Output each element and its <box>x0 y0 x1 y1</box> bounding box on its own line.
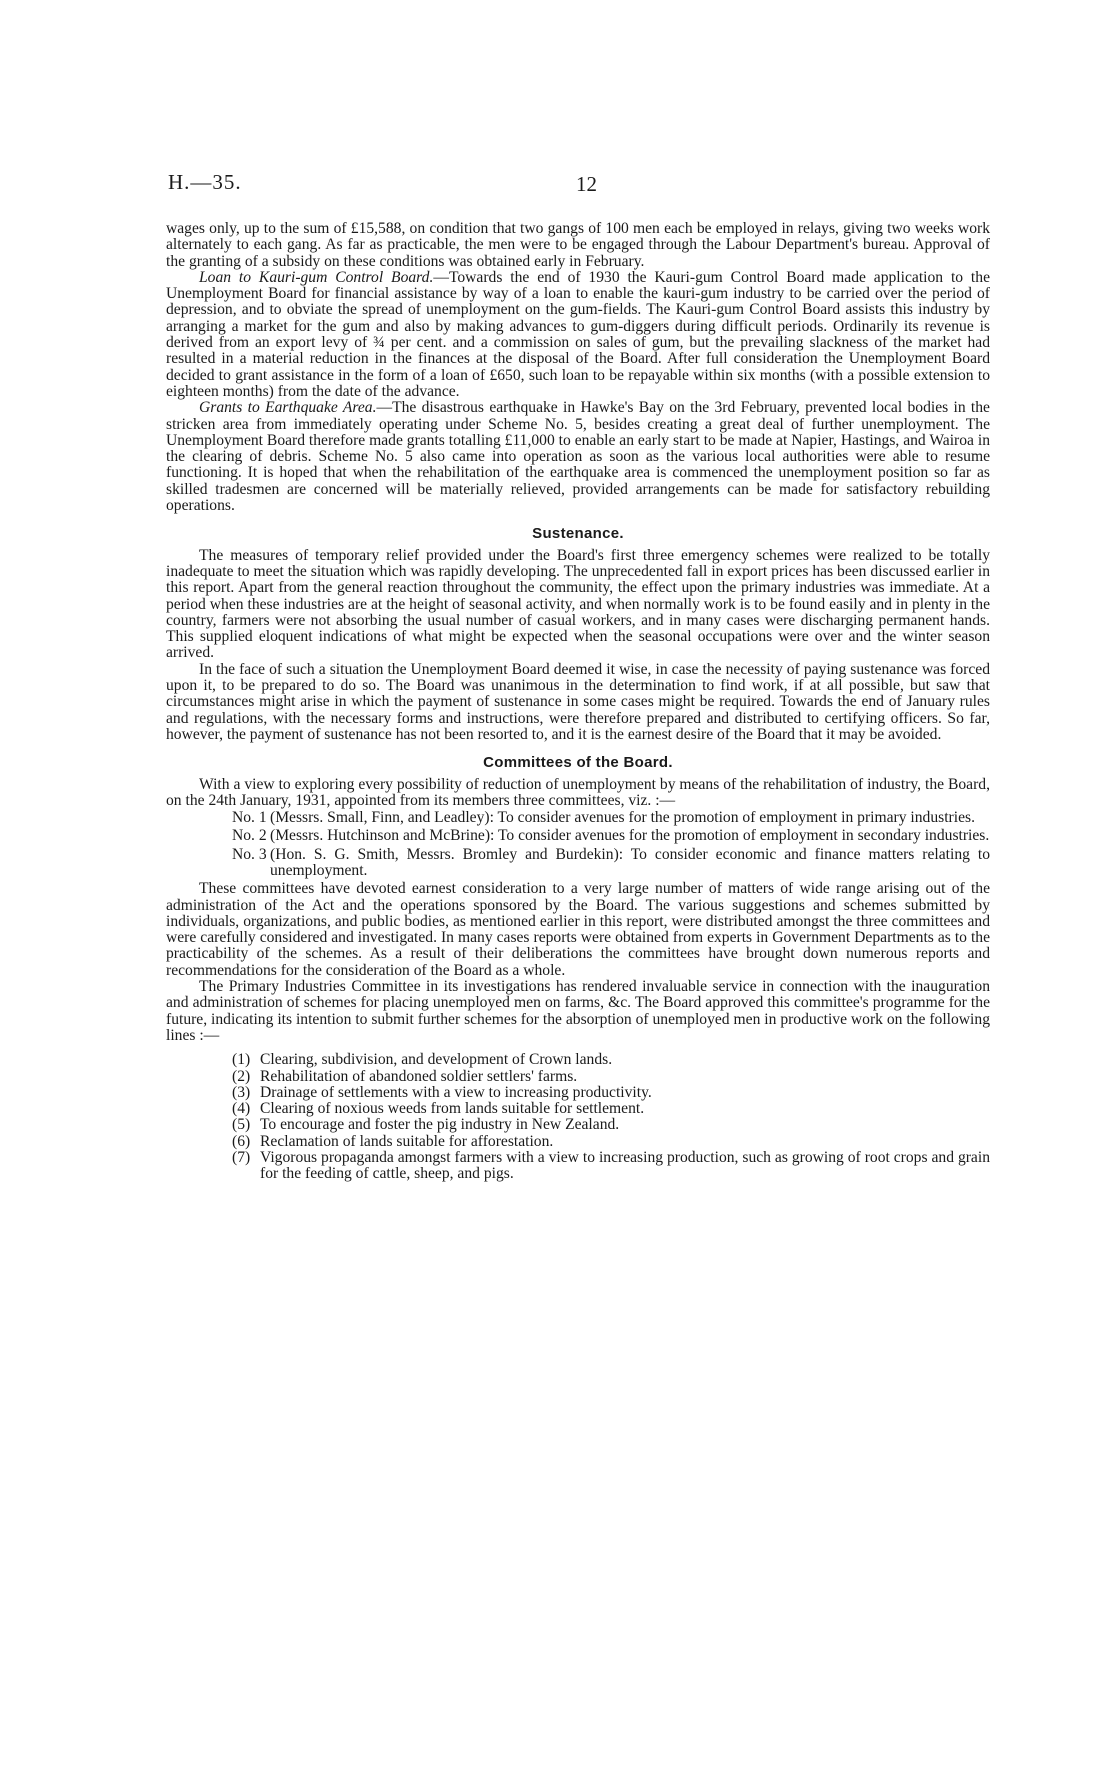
page-reference: H.—35. <box>168 170 242 194</box>
committee-number: No. 1 <box>232 809 267 827</box>
committee-text: (Messrs. Hutchinson and McBrine): To consider avenues for the promotion of employment in secondary industries. <box>270 827 990 845</box>
committee-item <box>232 828 990 844</box>
sustenance-paragraph-1: The measures of temporary relief provided under the Board's first three emergency schemes were realized to be totally inadequate to meet the situation which was rapidly developing. The unprecedented fall in export prices has been discussed earlier in this report. Apart from the general reaction throughout the community, the effect upon the primary industries was immediate. At a period when these industries are at the height of seasonal activity, and when normally work is to be found easily and in plenty in the country, farmers were not absorbing the usual number of casual workers, and in many cases were discharging permanent hands. This supplied eloquent indications of what might be expected when the seasonal occupations were over and the winter season arrived. <box>166 546 990 662</box>
committee-item <box>232 847 990 880</box>
committee-text: (Messrs. Small, Finn, and Leadley): To consider avenues for the promotion of employment in primary industries. <box>270 809 975 827</box>
list-item-number: (1) <box>232 1051 251 1069</box>
committees-paragraph-3: The Primary Industries Committee in its investigations has rendered invaluable service in connection with the inauguration and administration of schemes for placing unemployed men on farms, &c. The Board approved this committee's programme for the future, indicating its intention to submit further schemes for the absorption of unemployed men in productive work on the following lines :— <box>166 978 990 1044</box>
list-item-text: Reclamation of lands suitable for afforestation. <box>260 1132 554 1150</box>
list-item-number: (2) <box>232 1067 251 1085</box>
committees-paragraph-2: These committees have devoted earnest consideration to a very large number of matters of wide range arising out of the administration of the Act and the operations sponsored by the Board. The various suggestions and schemes submitted by individuals, organizations, and public bodies, as mentioned earlier in this report, were distributed amongst the three committees and were carefully considered and investigated. In many cases reports were obtained from experts in Government Departments as to the practicability of the schemes. As a result of their deliberations the committees have brought down numerous reports and recommendations for the consideration of the Board as a whole. <box>166 880 990 979</box>
list-item <box>232 1101 990 1117</box>
list-item-text: Drainage of settlements with a view to increasing productivity. <box>260 1083 652 1101</box>
list-item-text: To encourage and foster the pig industry in New Zealand. <box>260 1116 620 1134</box>
list-item <box>232 1069 990 1085</box>
page-number: 12 <box>576 172 597 196</box>
list-item-number: (7) <box>232 1149 251 1167</box>
committees-intro: With a view to exploring every possibility of reduction of unemployment by means of the rehabilitation of industry, the Board, on the 24th January, 1931, appointed from its members three committees, viz. :— <box>166 775 990 809</box>
list-item-text: Clearing of noxious weeds from lands suitable for settlement. <box>260 1100 645 1118</box>
list-item-text: Clearing, subdivision, and development of Crown lands. <box>260 1051 613 1069</box>
list-item <box>232 1117 990 1133</box>
committee-item <box>232 810 990 826</box>
list-item-number: (5) <box>232 1116 251 1134</box>
earthquake-paragraph <box>166 400 990 514</box>
list-item <box>232 1134 990 1150</box>
list-item-text: Rehabilitation of abandoned soldier settlers' farms. <box>260 1067 578 1085</box>
list-item-number: (6) <box>232 1132 251 1150</box>
programme-list <box>232 1052 990 1182</box>
list-item <box>232 1085 990 1101</box>
committee-number: No. 3 <box>232 845 267 863</box>
earthquake-text: —The disastrous earthquake in Hawke's Bay on the 3rd February, prevented local bodies in the stricken area from immediately operating under Scheme No. 5, besides creating a great deal of further unemployment. The Unemployment Board therefore made grants totalling £11,000 to enable an early start to be made at Napier, Hastings, and Wairoa in the clearing of debris. Scheme No. 5 also came into operation as soon as the various local authorities were able to resume functioning. It is hoped that when the rehabilitation of the earthquake area is commenced the unemployment position so far as skilled tradesmen are concerned will be materially relieved, provided arrangements can be made for satisfactory rebuilding operations. <box>166 399 990 515</box>
kauri-gum-paragraph <box>166 270 990 400</box>
committees-heading: Committees of the Board. <box>483 754 673 772</box>
committee-number: No. 2 <box>232 827 267 845</box>
list-item-number: (4) <box>232 1100 251 1118</box>
kauri-gum-lead: Loan to Kauri-gum Control Board. <box>199 268 434 286</box>
committee-list <box>232 810 990 879</box>
earthquake-lead: Grants to Earthquake Area. <box>199 399 377 417</box>
list-item <box>232 1052 990 1068</box>
page-header <box>168 170 988 196</box>
sustenance-heading: Sustenance. <box>532 525 624 543</box>
kauri-gum-text: —Towards the end of 1930 the Kauri-gum Control Board made application to the Unemployment Board for financial assistance by way of a loan to enable the kauri-gum industry to be carried over the period of depression, and to obviate the spread of unemployment on the gum-fields. The Kauri-gum Control Board assists this industry by arranging a market for the gum and also by making advances to gum-diggers during difficult periods. Ordinarily its revenue is derived from an export levy of ¾ per cent. and a commission on sales of gum, but the prevailing slackness of the market had resulted in a material reduction in the finances at the disposal of the Board. After full consideration the Unemployment Board decided to grant assistance in the form of a loan of £650, such loan to be repayable within six months (with a possible extension to eighteen months) from the date of the advance. <box>166 268 990 400</box>
committee-text: (Hon. S. G. Smith, Messrs. Bromley and Burdekin): To consider economic and finance matters relating to unemployment. <box>270 845 990 879</box>
sustenance-paragraph-2: In the face of such a situation the Unemployment Board deemed it wise, in case the necessity of paying sustenance was forced upon it, to be prepared to do so. The Board was unanimous in the determination to find work, if at all possible, but saw that circumstances might arise in which the payment of sustenance in some cases might be required. Towards the end of January rules and regulations, with the necessary forms and instructions, were therefore prepared and distributed to certifying officers. So far, however, the payment of sustenance has not been resorted to, and it is the earnest desire of the Board that it may be avoided. <box>166 660 990 743</box>
list-item <box>232 1150 990 1183</box>
continued-paragraph: wages only, up to the sum of £15,588, on condition that two gangs of 100 men each be employed in relays, giving two weeks work alternately to each gang. As far as practicable, the men were to be engaged through the Labour Department's bureau. Approval of the granting of a subsidy on these conditions was obtained early in February. <box>166 220 990 270</box>
document-body <box>166 221 990 1183</box>
list-item-number: (3) <box>232 1083 251 1101</box>
list-item-text: Vigorous propaganda amongst farmers with a view to increasing production, such as growing of root crops and grain for the feeding of cattle, sheep, and pigs. <box>260 1149 990 1183</box>
